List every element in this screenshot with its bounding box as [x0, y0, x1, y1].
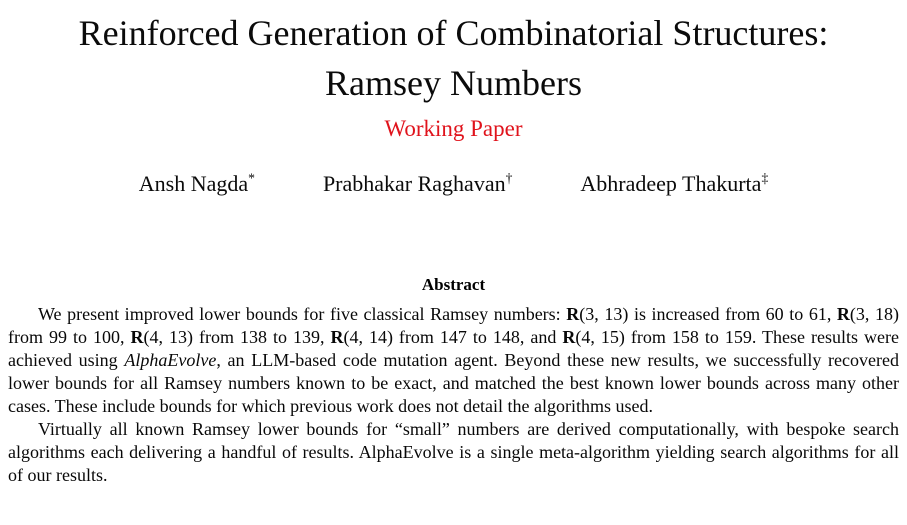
abstract-heading: Abstract [421, 275, 486, 294]
author-abhradeep-thakurta [580, 169, 768, 199]
abstract-body [0, 303, 907, 487]
author-prabhakar-raghavan [323, 169, 512, 199]
author-footnote-mark: † [505, 170, 513, 186]
author-ansh-nagda [139, 169, 255, 199]
author-name: Ansh Nagda [138, 171, 249, 196]
author-footnote-mark: * [248, 170, 255, 186]
author-list [0, 169, 907, 199]
author-name: Abhradeep Thakurta [580, 171, 762, 196]
paper-title [0, 8, 907, 108]
paper-title-line2: Ramsey Numbers [325, 63, 582, 103]
author-footnote-mark: ‡ [761, 170, 769, 186]
paper-title-line1: Reinforced Generation of Combinatorial Structures: [78, 13, 829, 53]
abstract-paragraph-2: Virtually all known Ramsey lower bounds for “small” numbers are derived computationally, with bespoke search algorithms each delivering a handful of results. AlphaEvolve is a single meta-algorithm yielding search algorithms for all of our results. [8, 419, 899, 485]
working-paper-label: Working Paper [384, 116, 523, 141]
author-name: Prabhakar Raghavan [322, 171, 506, 196]
abstract-paragraph-1: We present improved lower bounds for five classical Ramsey numbers: R(3, 13) is increased from 60 to 61, R(3, 18) from 99 to 100, R(4, 13) from 138 to 139, R(4, 14) from 147 to 148, and R(4, 15) from 158 to 159. These results were achieved using AlphaEvolve, an LLM-based code mutation agent. Beyond these new results, we successfully recovered lower bounds for all Ramsey numbers known to be exact, and matched the best known lower bounds across many other cases. These include bounds for which previous work does not detail the algorithms used. [8, 304, 899, 416]
